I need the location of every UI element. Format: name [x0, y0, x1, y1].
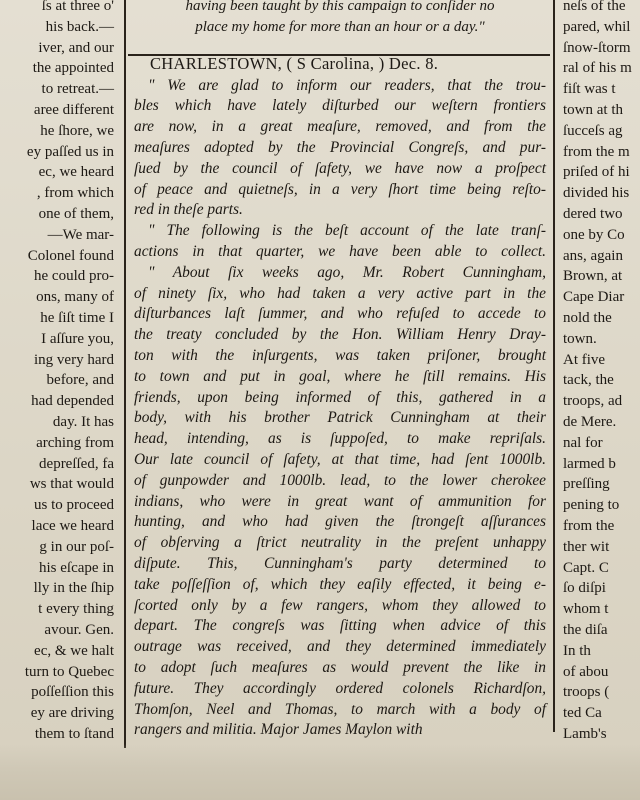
- right-column-line: Capt. C: [563, 559, 609, 576]
- dateline: CHARLESTOWN, ( S Carolina, ) Dec. 8.: [150, 53, 439, 73]
- right-column-line: the diſa: [563, 621, 608, 638]
- left-column-line: —We mar-: [47, 226, 114, 243]
- left-column-line: before, and: [46, 372, 114, 389]
- right-column-line: ſo diſpi: [563, 580, 606, 597]
- right-column-line: ther wit: [563, 538, 610, 555]
- article-line: friends, upon being informed of this, gathered in a: [134, 388, 546, 406]
- left-column-line: he could pro-: [34, 268, 114, 285]
- article-line: head, intending, as is ſuppoſed, to make repriſals.: [134, 430, 546, 448]
- left-column-line: us to proceed: [34, 497, 114, 514]
- article-line: the treaty concluded by the Hon. William Henry Dray-: [134, 326, 546, 344]
- article-line: ton with the inſurgents, was taken priſoner, brought: [134, 346, 546, 364]
- right-column-line: neſs of the: [563, 0, 626, 14]
- left-column-line: ec, & we halt: [34, 642, 114, 659]
- article-line: hunting, and who had given the ſtrongeſt aſſurances: [134, 513, 546, 531]
- left-column-line: g in our poſ-: [39, 538, 114, 555]
- article-line: diſturbances laſt ſummer, and who refuſed to accede to: [134, 305, 546, 323]
- left-column-line: them to ſtand: [34, 725, 114, 742]
- right-column-line: divided his: [563, 185, 630, 202]
- left-column-line: ey are driving: [30, 705, 114, 722]
- left-column-line: one of them,: [38, 205, 114, 222]
- preceding-article-end: [130, 0, 550, 38]
- left-column-line: he ſiſt time I: [40, 309, 114, 326]
- article-line: of obſerving a ſtrict neutrality in the preſent unhappy: [134, 534, 546, 552]
- right-column-line: of abou: [563, 663, 609, 680]
- article-line: of gunpowder and 1000lb. lead, to the lower cherokee: [134, 471, 546, 489]
- left-column-line: turn to Quebec: [24, 663, 114, 680]
- right-column-line: Brown, at: [563, 268, 623, 285]
- left-column-line: ing very hard: [34, 351, 114, 368]
- left-column-line: Colonel found: [27, 247, 114, 264]
- right-column-line: whom t: [563, 601, 609, 618]
- left-column-line: to retreat.—: [41, 81, 114, 98]
- right-column-line: ted Ca: [563, 705, 602, 722]
- left-column-line: his back.—: [45, 18, 114, 35]
- left-column-line: he ſhore, we: [40, 122, 114, 139]
- article-line: " The following is the beſt account of the late tranſ-: [148, 222, 546, 240]
- left-column-line: day. It has: [52, 413, 114, 430]
- article-line: depart. The congreſs was ſitting when advice of this: [134, 617, 546, 635]
- preceding-article-line: having been taught by this campaign to conſider no: [185, 0, 495, 14]
- right-column-line: preſſing: [563, 476, 610, 493]
- left-column-line: lace we heard: [31, 517, 114, 534]
- middle-column: [130, 0, 550, 741]
- article-line: diſpute. This, Cunningham's party determined to: [134, 554, 546, 572]
- right-column-line: nold the: [563, 309, 612, 326]
- right-column-line: town.: [563, 330, 597, 347]
- article-line: red in theſe parts.: [134, 201, 243, 219]
- right-column: [560, 0, 640, 745]
- article-line: ſued by the council of ſafety, we have now a proſpect: [134, 159, 546, 177]
- article-line: to adopt ſuch meaſures as would prevent the like in: [134, 658, 546, 676]
- article-line: Thomſon, Neel and Thomas, to march with a body of: [134, 700, 546, 718]
- right-column-line: ans, again: [563, 247, 623, 264]
- article-line: rangers and militia. Major James Maylon with: [134, 721, 423, 739]
- article-line: " About ſix weeks ago, Mr. Robert Cunningham,: [148, 263, 546, 281]
- column-rule-left: [124, 0, 126, 748]
- article-line: bles which have lately diſturbed our weſtern frontiers: [134, 97, 546, 115]
- right-column-line: nal for: [563, 434, 603, 451]
- left-column-line: aree different: [33, 101, 114, 118]
- page-fold-shadow: [0, 744, 640, 800]
- right-column-line: At five: [563, 351, 606, 368]
- left-column-line: the appointed: [32, 60, 114, 77]
- article-body: [130, 76, 550, 742]
- left-column: [0, 0, 120, 745]
- article-line: " We are glad to inform our readers, that the trou-: [148, 76, 546, 94]
- left-column-line: I aſſure you,: [41, 330, 114, 347]
- right-column-line: pening to: [563, 497, 620, 514]
- preceding-article-line: place my home for more than an hour or a day.": [195, 18, 485, 35]
- article-line: actions in that quarter, we have been able to collect.: [134, 242, 546, 260]
- left-column-line: arching from: [36, 434, 114, 451]
- right-column-line: dered two: [563, 205, 623, 222]
- article-line: outrage was received, and they determined immediately: [134, 638, 546, 656]
- right-column-line: In th: [563, 642, 591, 659]
- column-rule-right: [553, 0, 555, 732]
- left-column-line: lly in the ſhip: [33, 580, 114, 597]
- article-line: to town and put in goal, where he ſtill remains. His: [134, 367, 546, 385]
- article-line: ſcorted only by a few rangers, whom they allowed to: [134, 596, 546, 614]
- left-column-line: ey paſſed us in: [26, 143, 114, 160]
- right-column-line: from the: [563, 517, 615, 534]
- right-column-line: larmed b: [563, 455, 616, 472]
- left-column-line: his eſcape in: [39, 559, 114, 576]
- left-column-line: iver, and our: [38, 39, 114, 56]
- article-line: of peace and quietneſs, in a very ſhort time being reſto-: [134, 180, 546, 198]
- article-line: of ninety ſix, who had taken a very active part in the: [134, 284, 546, 302]
- left-column-line: , from which: [36, 185, 114, 202]
- left-column-line: t every thing: [38, 601, 114, 618]
- left-column-line: depreſſed, fa: [39, 455, 114, 472]
- left-column-line: ec, we heard: [38, 164, 114, 181]
- right-column-line: Lamb's: [563, 725, 607, 742]
- article-line: are now, in a great meaſure, removed, and from the: [134, 118, 546, 136]
- article-line: indians, who were in great want of ammunition for: [134, 492, 546, 510]
- right-column-line: ſucceſs ag: [563, 122, 623, 139]
- right-column-line: troops, ad: [563, 393, 623, 410]
- article-line: meaſures adopted by the Provincial Congreſs, and pur-: [134, 138, 546, 156]
- right-column-line: ſnow-ſtorm: [563, 39, 631, 56]
- right-column-line: de Mere.: [563, 413, 617, 430]
- right-column-line: pared, whil: [563, 18, 631, 35]
- right-column-line: tack, the: [563, 372, 614, 389]
- left-column-line: avour. Gen.: [44, 621, 114, 638]
- right-column-line: town at th: [563, 101, 623, 118]
- right-column-line: priſed of hi: [563, 164, 630, 181]
- left-column-line: ons, many of: [36, 289, 114, 306]
- article-line: future. They accordingly ordered colonels Richardſon,: [134, 679, 546, 697]
- article-line: Our late council of ſafety, at that time, had ſent 1000lb.: [134, 450, 546, 468]
- left-column-line: poſſeſſion this: [31, 684, 114, 701]
- right-column-line: one by Co: [563, 226, 625, 243]
- article-line: take poſſeſſion of, which they eaſily effected, it being e-: [134, 575, 546, 593]
- left-column-line: ſs at three o': [41, 0, 114, 14]
- right-column-line: fiſt was t: [563, 81, 616, 98]
- right-column-line: from the m: [563, 143, 630, 160]
- right-column-line: troops (: [563, 684, 610, 701]
- left-column-line: had depended: [31, 393, 114, 410]
- left-column-line: ws that would: [29, 476, 114, 493]
- right-column-line: Cape Diar: [563, 289, 625, 306]
- article-line: body, with his brother Patrick Cunningham at their: [134, 409, 546, 427]
- right-column-line: ral of his m: [563, 60, 632, 77]
